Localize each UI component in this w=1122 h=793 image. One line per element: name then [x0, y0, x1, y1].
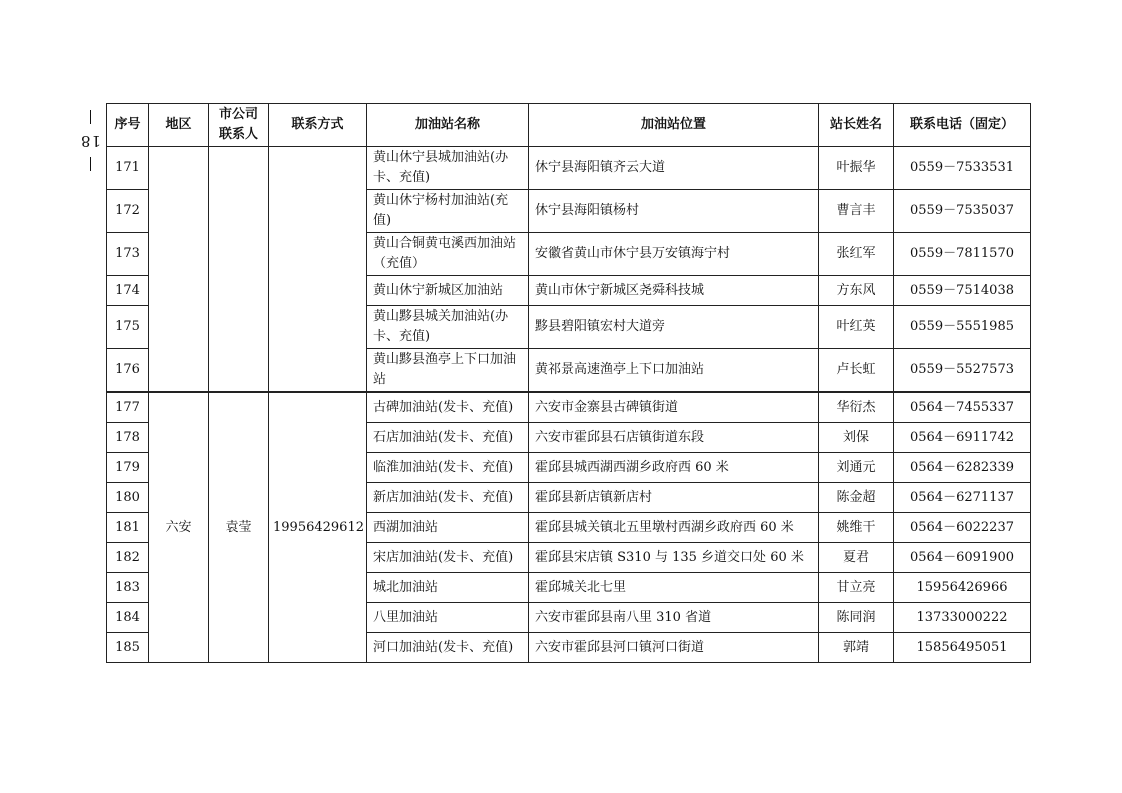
station-name: 城北加油站 [367, 573, 529, 603]
gas-station-table [106, 103, 1031, 663]
manager-name: 叶红英 [819, 306, 894, 349]
station-name: 石店加油站(发卡、充值) [367, 423, 529, 453]
manager-name: 曹言丰 [819, 190, 894, 233]
station-name: 黄山休宁杨村加油站(充值) [367, 190, 529, 233]
station-name: 黄山黟县城关加油站(办卡、充值) [367, 306, 529, 349]
header-station-name: 加油站名称 [367, 104, 529, 147]
manager-name: 叶振华 [819, 147, 894, 190]
station-location: 安徽省黄山市休宁县万安镇海宁村 [529, 233, 819, 276]
phone-number: 13733000222 [894, 603, 1031, 633]
manager-name: 刘保 [819, 423, 894, 453]
row-no: 182 [107, 543, 149, 573]
station-location: 霍邱城关北七里 [529, 573, 819, 603]
manager-name: 卢长虹 [819, 349, 894, 393]
contact-person-cell: 袁莹 [209, 392, 269, 663]
phone-number: 0564－7455337 [894, 392, 1031, 423]
phone-number: 0559－5551985 [894, 306, 1031, 349]
manager-name: 甘立亮 [819, 573, 894, 603]
station-name: 宋店加油站(发卡、充值) [367, 543, 529, 573]
contact-person-cell [209, 147, 269, 393]
header-manager-name: 站长姓名 [819, 104, 894, 147]
phone-number: 0559－5527573 [894, 349, 1031, 393]
row-no: 184 [107, 603, 149, 633]
station-location: 黄祁景高速渔亭上下口加油站 [529, 349, 819, 393]
header-region: 地区 [149, 104, 209, 147]
station-location: 休宁县海阳镇杨村 [529, 190, 819, 233]
manager-name: 刘通元 [819, 453, 894, 483]
region-cell: 六安 [149, 392, 209, 663]
station-location: 六安市霍邱县河口镇河口街道 [529, 633, 819, 663]
station-name: 黄山合铜黄屯溪西加油站（充值） [367, 233, 529, 276]
contact-method-cell [269, 147, 367, 393]
table-header-row [107, 104, 1031, 147]
station-name: 黄山黟县渔亭上下口加油站 [367, 349, 529, 393]
row-no: 171 [107, 147, 149, 190]
row-no: 179 [107, 453, 149, 483]
phone-number: 0564－6091900 [894, 543, 1031, 573]
station-location: 休宁县海阳镇齐云大道 [529, 147, 819, 190]
station-location: 六安市霍邱县石店镇街道东段 [529, 423, 819, 453]
page-number-value: 18 [79, 132, 101, 151]
manager-name: 华衍杰 [819, 392, 894, 423]
header-phone: 联系电话（固定） [894, 104, 1031, 147]
manager-name: 陈金超 [819, 483, 894, 513]
phone-number: 15856495051 [894, 633, 1031, 663]
phone-number: 0564－6022237 [894, 513, 1031, 543]
station-location: 霍邱县新店镇新店村 [529, 483, 819, 513]
row-no: 177 [107, 392, 149, 423]
station-name: 新店加油站(发卡、充值) [367, 483, 529, 513]
station-location: 霍邱县宋店镇 S310 与 135 乡道交口处 60 米 [529, 543, 819, 573]
page-number-dash-top [90, 110, 91, 124]
station-location: 霍邱县城关镇北五里墩村西湖乡政府西 60 米 [529, 513, 819, 543]
manager-name: 张红军 [819, 233, 894, 276]
station-name: 黄山休宁县城加油站(办卡、充值) [367, 147, 529, 190]
row-no: 173 [107, 233, 149, 276]
row-no: 178 [107, 423, 149, 453]
manager-name: 夏君 [819, 543, 894, 573]
row-no: 185 [107, 633, 149, 663]
manager-name: 姚维干 [819, 513, 894, 543]
row-no: 174 [107, 276, 149, 306]
row-no: 172 [107, 190, 149, 233]
table-row [107, 147, 1031, 190]
station-location: 六安市霍邱县南八里 310 省道 [529, 603, 819, 633]
manager-name: 陈同润 [819, 603, 894, 633]
row-no: 180 [107, 483, 149, 513]
station-location: 黟县碧阳镇宏村大道旁 [529, 306, 819, 349]
phone-number: 0564－6282339 [894, 453, 1031, 483]
page-number-dash-bottom [90, 157, 91, 171]
header-contact-person: 市公司联系人 [209, 104, 269, 147]
row-no: 181 [107, 513, 149, 543]
station-name: 临淮加油站(发卡、充值) [367, 453, 529, 483]
station-name: 河口加油站(发卡、充值) [367, 633, 529, 663]
station-location: 黄山市休宁新城区尧舜科技城 [529, 276, 819, 306]
header-no: 序号 [107, 104, 149, 147]
phone-number: 0559－7535037 [894, 190, 1031, 233]
station-name: 八里加油站 [367, 603, 529, 633]
row-no: 175 [107, 306, 149, 349]
phone-number: 0559－7514038 [894, 276, 1031, 306]
phone-number: 0559－7811570 [894, 233, 1031, 276]
phone-number: 15956426966 [894, 573, 1031, 603]
station-name: 古碑加油站(发卡、充值) [367, 392, 529, 423]
row-no: 176 [107, 349, 149, 393]
header-station-location: 加油站位置 [529, 104, 819, 147]
phone-number: 0559－7533531 [894, 147, 1031, 190]
manager-name: 郭靖 [819, 633, 894, 663]
table-row [107, 392, 1031, 423]
row-no: 183 [107, 573, 149, 603]
contact-method-cell: 19956429612 [269, 392, 367, 663]
station-location: 霍邱县城西湖西湖乡政府西 60 米 [529, 453, 819, 483]
station-name: 黄山休宁新城区加油站 [367, 276, 529, 306]
station-name: 西湖加油站 [367, 513, 529, 543]
page-number [78, 108, 102, 188]
phone-number: 0564－6911742 [894, 423, 1031, 453]
station-location: 六安市金寨县古碑镇街道 [529, 392, 819, 423]
region-cell [149, 147, 209, 393]
manager-name: 方东风 [819, 276, 894, 306]
phone-number: 0564－6271137 [894, 483, 1031, 513]
header-contact-method: 联系方式 [269, 104, 367, 147]
